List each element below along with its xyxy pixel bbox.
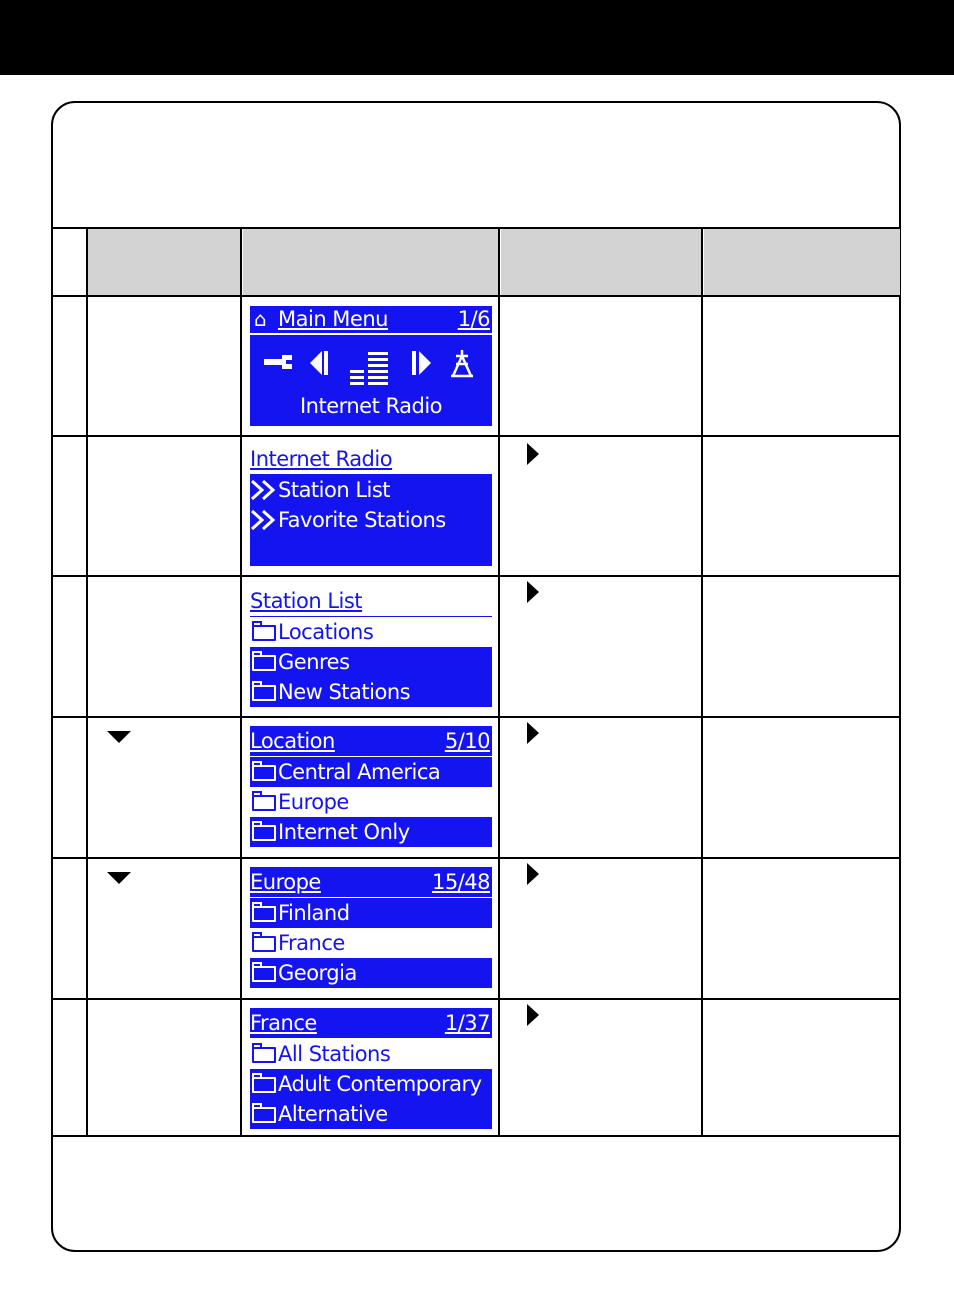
equalizer-icon <box>350 350 390 392</box>
lcd-item-label: France <box>278 931 345 955</box>
main-menu-selected-label: Internet Radio <box>299 394 443 418</box>
lcd-count: 1/37 <box>444 1011 490 1035</box>
folder-icon <box>252 655 276 671</box>
lcd-item-label: Adult Contemporary <box>278 1072 482 1096</box>
double-chevron-icon <box>250 475 278 505</box>
right-arrow-icon <box>527 1004 539 1026</box>
lcd-list-item-selected <box>250 787 492 817</box>
header-cell-action <box>501 229 701 295</box>
lcd-item-label: All Stations <box>278 1042 391 1066</box>
lcd-title: France <box>250 1011 317 1035</box>
lcd-location <box>250 726 492 848</box>
forward-icon <box>412 350 432 382</box>
header-bottom-rule <box>52 295 901 297</box>
lcd-list-item-selected <box>250 928 492 958</box>
lcd-title: Station List <box>250 589 363 613</box>
lcd-item-label: Finland <box>278 901 350 925</box>
folder-icon <box>252 825 276 841</box>
column-rule-2 <box>240 227 242 1137</box>
right-arrow-icon <box>527 863 539 885</box>
folder-icon <box>252 765 276 781</box>
row-rule-5 <box>52 998 901 1000</box>
folder-icon <box>252 1107 276 1123</box>
folder-icon <box>252 1077 276 1093</box>
lcd-item-label: Station List <box>278 478 391 502</box>
lcd-title: Internet Radio <box>250 447 393 471</box>
header-cell-display <box>243 229 498 295</box>
lcd-europe <box>250 867 492 989</box>
lcd-list-item <box>250 1099 492 1129</box>
table-top-rule <box>52 227 901 229</box>
home-icon: ⌂ <box>254 307 267 331</box>
lcd-item-label: Europe <box>278 790 349 814</box>
lcd-title-bar <box>250 867 492 897</box>
lcd-count: 1/6 <box>457 307 490 331</box>
lcd-list-item <box>250 898 492 928</box>
folder-icon <box>252 966 276 982</box>
column-rule-3 <box>498 227 500 1137</box>
lcd-internet-radio <box>250 444 492 566</box>
lcd-list-item <box>250 817 492 847</box>
main-menu-icon-row <box>250 350 492 386</box>
lcd-item-label: Alternative <box>278 1102 388 1126</box>
column-rule-1 <box>86 227 88 1137</box>
column-rule-4 <box>701 227 703 1137</box>
folder-icon <box>252 795 276 811</box>
header-cell-note <box>704 229 900 295</box>
lcd-title: Location <box>250 729 335 753</box>
right-arrow-icon <box>527 722 539 744</box>
wrench-icon <box>264 350 294 378</box>
lcd-list-item <box>250 677 492 707</box>
lcd-item-label: Locations <box>278 620 374 644</box>
lcd-count: 5/10 <box>444 729 490 753</box>
lcd-list-item-selected <box>250 617 492 647</box>
lcd-list-item <box>250 505 492 535</box>
down-arrow-icon <box>107 872 131 884</box>
row-rule-2 <box>52 575 901 577</box>
table-bottom-rule <box>52 1135 901 1137</box>
lcd-list-item <box>250 958 492 988</box>
lcd-list-item <box>250 475 492 505</box>
right-arrow-icon <box>527 581 539 603</box>
lcd-item-label: Genres <box>278 650 350 674</box>
lcd-station-list <box>250 586 492 708</box>
lcd-item-label: Favorite Stations <box>278 508 446 532</box>
lcd-title-bar <box>250 306 492 335</box>
back-icon <box>310 350 330 382</box>
lcd-main-menu <box>250 306 492 426</box>
lcd-item-label: Internet Only <box>278 820 410 844</box>
folder-icon <box>252 625 276 641</box>
folder-icon <box>252 1047 276 1063</box>
lcd-item-label: New Stations <box>278 680 411 704</box>
lcd-france <box>250 1008 492 1130</box>
header-cell-button <box>88 229 240 295</box>
lcd-list-item <box>250 1069 492 1099</box>
row-rule-4 <box>52 857 901 859</box>
lcd-item-label: Georgia <box>278 961 357 985</box>
lcd-title-bar <box>250 444 492 476</box>
folder-icon <box>252 936 276 952</box>
row-rule-1 <box>52 435 901 437</box>
lcd-title: Main Menu <box>278 307 388 331</box>
row-rule-3 <box>52 716 901 718</box>
down-arrow-icon <box>107 731 131 743</box>
folder-icon <box>252 685 276 701</box>
lcd-title-bar <box>250 586 492 618</box>
lcd-item-label: Central America <box>278 760 441 784</box>
top-black-bar <box>0 0 954 75</box>
folder-icon <box>252 906 276 922</box>
right-arrow-icon <box>527 443 539 465</box>
lcd-title-bar <box>250 726 492 756</box>
lcd-list-item <box>250 647 492 677</box>
lcd-list-item <box>250 757 492 787</box>
lcd-list-item-selected <box>250 1039 492 1069</box>
double-chevron-icon <box>250 505 278 535</box>
lcd-count: 15/48 <box>431 870 490 894</box>
lcd-title-bar <box>250 1008 492 1038</box>
antenna-icon <box>450 350 474 384</box>
lcd-title: Europe <box>250 870 321 894</box>
